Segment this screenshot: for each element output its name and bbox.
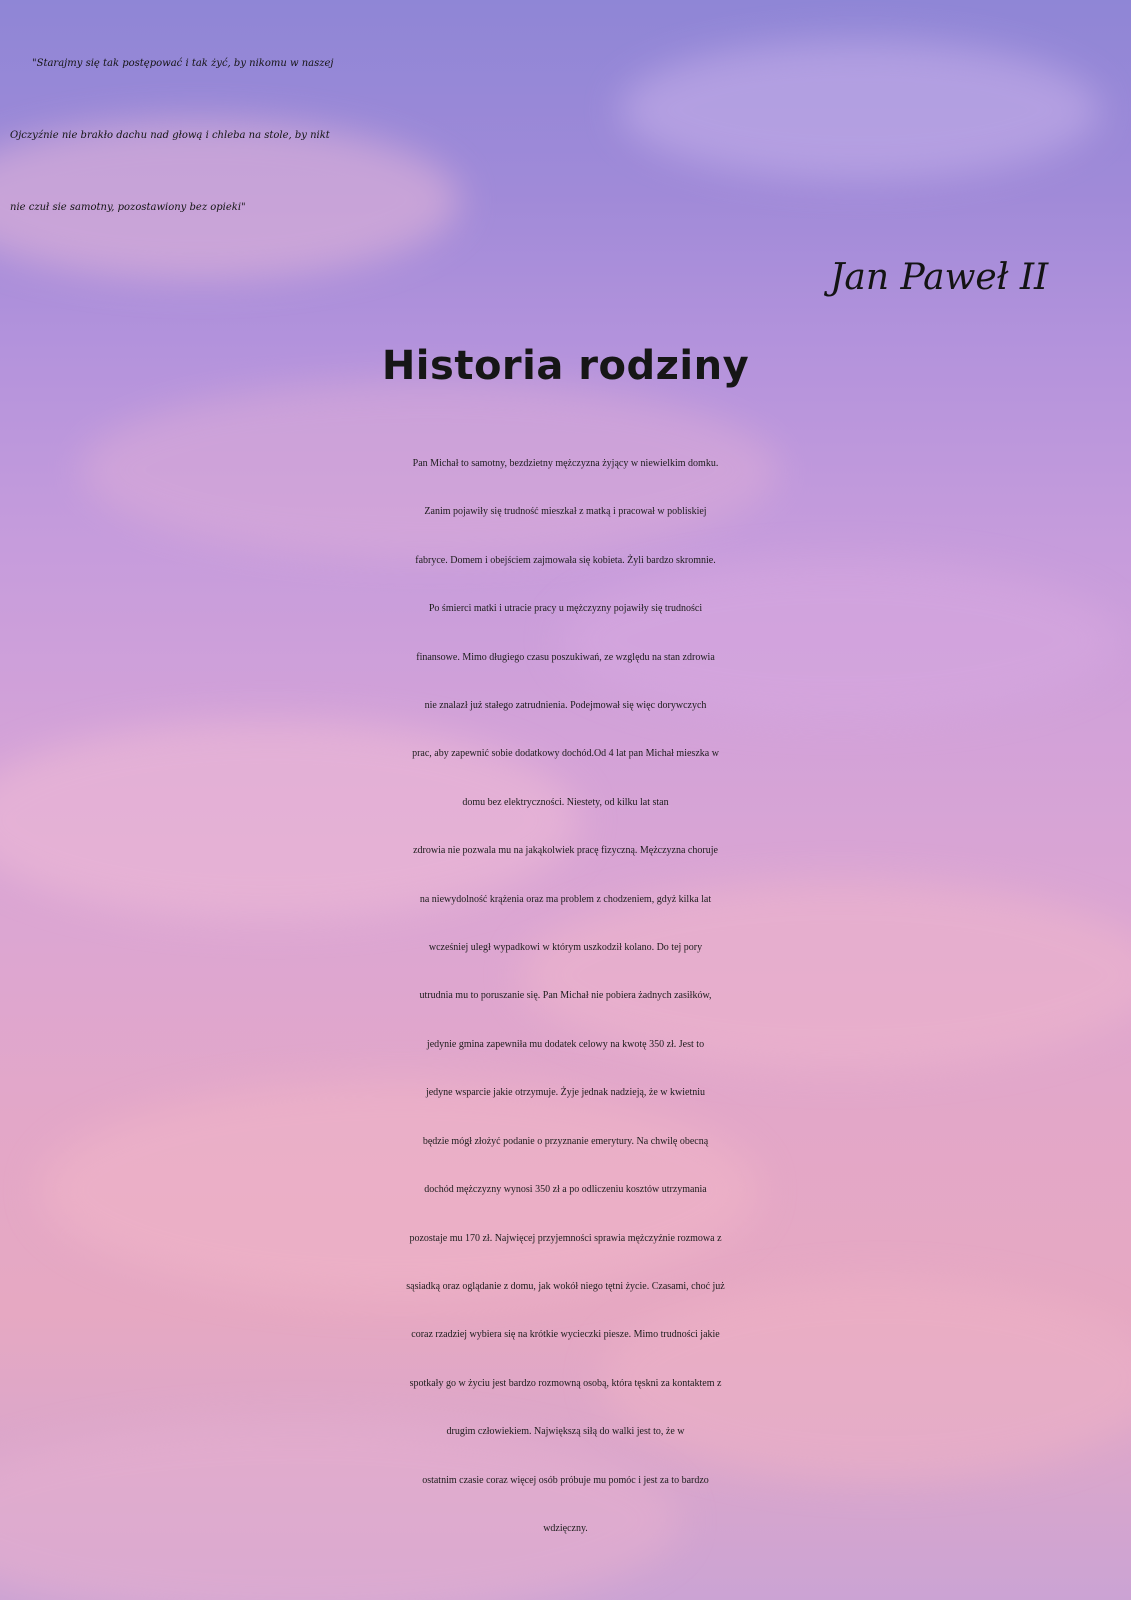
page-title: Historia rodziny — [381, 343, 750, 389]
story-line: wcześniej uległ wypadkowi w którym uszkodził kolano. Do tej pory — [428, 942, 703, 954]
story-line: Po śmierci matki i utracie pracy u mężczyzny pojawiły się trudności — [428, 603, 703, 615]
story-line: nie znalazł już stałego zatrudnienia. Podejmował się więc dorywczych — [424, 700, 707, 712]
story-line: wdzięczny. — [543, 1522, 588, 1534]
story-line: domu bez elektryczności. Niestety, od kilku lat stan — [462, 796, 669, 808]
quote-author: Jan Paweł II — [830, 257, 1049, 298]
quote-line: nie czuł sie samotny, pozostawiony bez opieki" — [10, 202, 246, 213]
story-line: fabryce. Domem i obejściem zajmowała się kobieta. Żyli bardzo skromnie. — [415, 554, 716, 566]
story-line: coraz rzadziej wybiera się na krótkie wycieczki piesze. Mimo trudności jakie — [411, 1329, 720, 1341]
story-line: Pan Michał to samotny, bezdzietny mężczyzna żyjący w niewielkim domku. — [412, 458, 719, 469]
story-line: pozostaje mu 170 zł. Najwięcej przyjemności sprawia mężczyźnie rozmowa z — [409, 1232, 722, 1244]
story-line: jedyne wsparcie jakie otrzymuje. Żyje jednak nadzieją, że w kwietniu — [425, 1087, 706, 1099]
quote-line: "Starajmy się tak postępować i tak żyć, by nikomu w naszej — [32, 58, 334, 69]
story-line: będzie mógł złożyć podanie o przyznanie emerytury. Na chwilę obecną — [422, 1135, 709, 1147]
story-line: sąsiadką oraz oglądanie z domu, jak wokół niego tętni życie. Czasami, choć już — [406, 1280, 725, 1292]
story-text — [0, 440, 1131, 1553]
story-line: dochód mężczyzny wynosi 350 zł a po odliczeniu kosztów utrzymania — [424, 1184, 707, 1196]
story-line: prac, aby zapewnić sobie dodatkowy dochód.Od 4 lat pan Michał mieszka w — [412, 748, 719, 760]
quote — [10, 28, 1125, 244]
quote-line: Ojczyźnie nie brakło dachu nad głową i chleba na stole, by nikt — [10, 130, 330, 141]
story-line: ostatnim czasie coraz więcej osób próbuje mu pomóc i jest za to bardzo — [422, 1474, 709, 1486]
story-line: utrudnia mu to poruszanie się. Pan Michał nie pobiera żadnych zasiłków, — [419, 990, 712, 1002]
story-line: zdrowia nie pozwala mu na jakąkolwiek pracę fizyczną. Mężczyzna choruje — [413, 845, 718, 857]
story-line: finansowe. Mimo długiego czasu poszukiwań, ze względu na stan zdrowia — [416, 651, 715, 663]
story-line: Zanim pojawiły się trudność mieszkał z matką i pracował w pobliskiej — [424, 506, 707, 518]
story-line: jedynie gmina zapewniła mu dodatek celowy na kwotę 350 zł. Jest to — [426, 1038, 705, 1050]
story-line: drugim człowiekiem. Największą siłą do walki jest to, że w — [446, 1426, 685, 1438]
story-line: spotkały go w życiu jest bardzo rozmowną osobą, która tęskni za kontaktem z — [409, 1377, 722, 1389]
story-line: na niewydolność krążenia oraz ma problem z chodzeniem, gdyż kilka lat — [419, 893, 712, 905]
